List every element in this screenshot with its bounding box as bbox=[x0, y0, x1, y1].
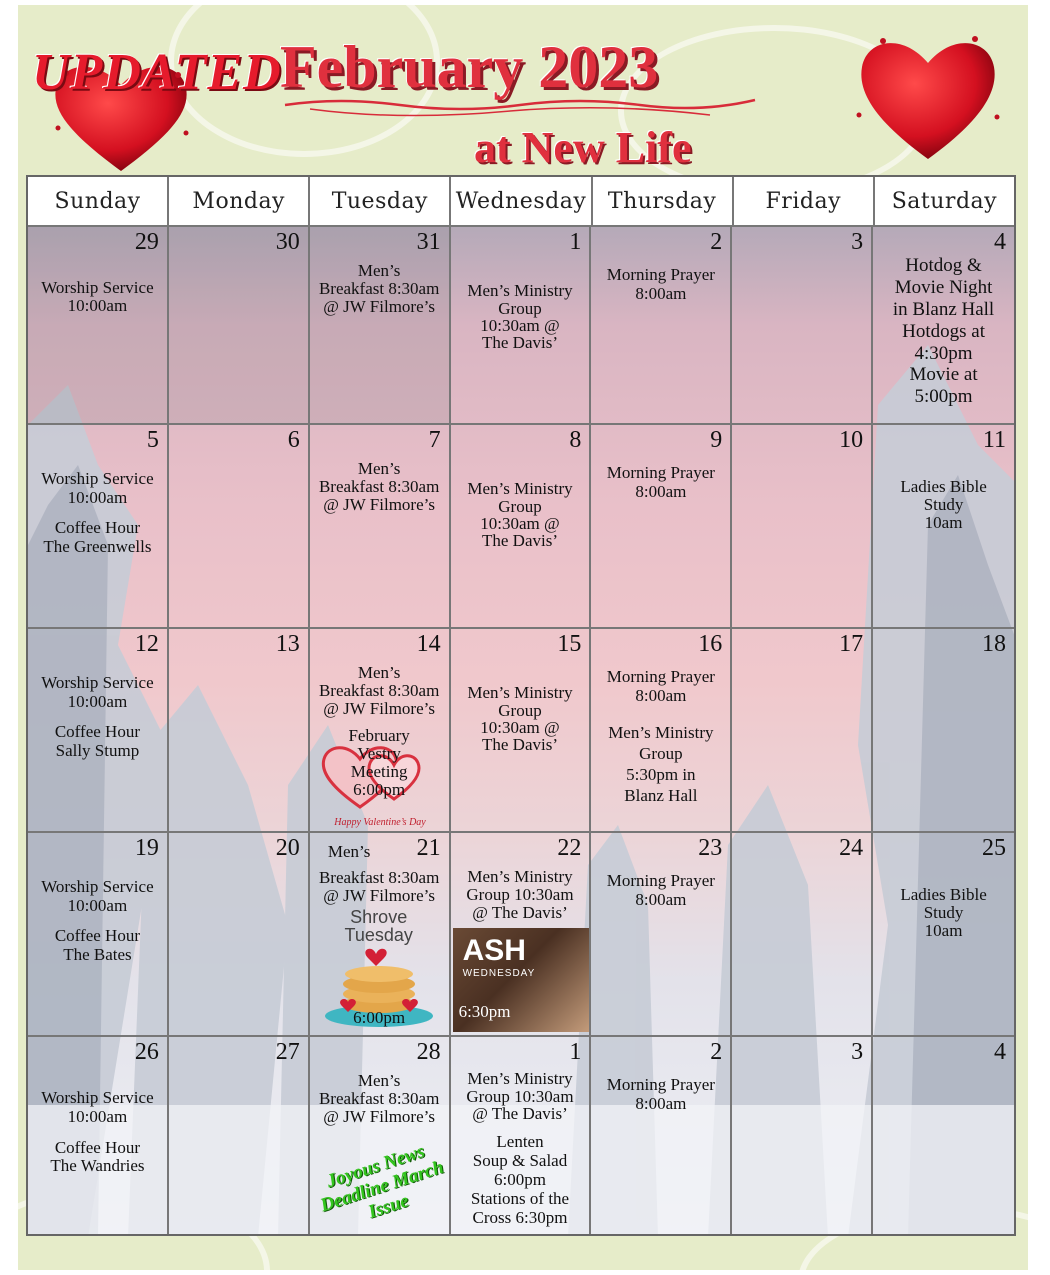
event-text: Ladies Bible bbox=[900, 885, 987, 904]
event-text: 10:30am @ bbox=[480, 718, 560, 737]
event-text: @ JW Filmore’s bbox=[323, 297, 435, 316]
shrove-tuesday-caption: Shrove Tuesday bbox=[344, 907, 413, 945]
day-number: 3 bbox=[851, 229, 864, 255]
weekday-friday: Friday bbox=[734, 177, 875, 225]
event-text: Group bbox=[639, 744, 683, 763]
day-number: 7 bbox=[428, 427, 441, 453]
day-cell bbox=[310, 1035, 451, 1236]
event-text: Study bbox=[923, 495, 964, 514]
event-text: Men’s bbox=[357, 459, 401, 478]
day-number: 20 bbox=[275, 835, 300, 861]
day-number: 30 bbox=[275, 229, 300, 255]
event-text: Worship Service bbox=[41, 278, 154, 297]
event-text: The Greenwells bbox=[43, 537, 152, 556]
event-text: Vestry bbox=[357, 744, 401, 763]
day-number: 3 bbox=[851, 1039, 864, 1065]
event-text: 5:30pm in bbox=[626, 765, 696, 784]
event-text: 8:00am bbox=[635, 890, 687, 909]
event-text: Meeting bbox=[350, 762, 408, 781]
event-text: Men’s Ministry bbox=[467, 281, 573, 300]
event-text: 10:00am bbox=[67, 896, 128, 915]
day-cell bbox=[169, 627, 310, 831]
event-text: 8:00am bbox=[635, 686, 687, 705]
calendar-page bbox=[18, 5, 1028, 1270]
day-number: 19 bbox=[134, 835, 159, 861]
event-text: Movie Night bbox=[894, 277, 993, 298]
weekday-thursday: Thursday bbox=[593, 177, 734, 225]
day-number: 1 bbox=[569, 1039, 582, 1065]
day-cell bbox=[451, 831, 592, 1035]
event-text: Breakfast 8:30am bbox=[318, 1089, 440, 1108]
event-text: Group bbox=[498, 701, 542, 720]
day-number: 29 bbox=[134, 229, 159, 255]
valentine-caption: Happy Valentine’s Day bbox=[333, 817, 426, 828]
day-number: 28 bbox=[416, 1039, 441, 1065]
day-cell bbox=[310, 225, 451, 423]
event-text: Blanz Hall bbox=[624, 786, 698, 805]
event-text: Coffee Hour bbox=[54, 518, 140, 537]
event-text: Breakfast 8:30am bbox=[318, 279, 440, 298]
event-text: Men’s Ministry bbox=[467, 683, 573, 702]
day-number: 1 bbox=[569, 229, 582, 255]
event-text: Men’s Ministry bbox=[467, 867, 573, 886]
day-number: 12 bbox=[134, 631, 159, 657]
event-text: Stations of the bbox=[470, 1189, 570, 1208]
day-number: 5 bbox=[146, 427, 159, 453]
day-cell bbox=[28, 225, 169, 423]
day-cell bbox=[28, 627, 169, 831]
event-text: Movie at bbox=[909, 364, 978, 385]
event-text: Morning Prayer bbox=[606, 667, 715, 686]
day-number: 2 bbox=[710, 229, 723, 255]
event-text: 10am bbox=[924, 513, 963, 532]
event-text: 10:30am @ bbox=[480, 316, 560, 335]
day-number: 2 bbox=[710, 1039, 723, 1065]
day-number: 31 bbox=[416, 229, 441, 255]
event-text: Study bbox=[923, 903, 964, 922]
event-text: 8:00am bbox=[635, 482, 687, 501]
event-text: Breakfast 8:30am bbox=[318, 477, 440, 496]
day-cell bbox=[451, 423, 592, 627]
day-number: 6 bbox=[287, 427, 300, 453]
day-cell bbox=[169, 225, 310, 423]
day-cell bbox=[310, 831, 451, 1035]
ash-wednesday-title: ASH bbox=[462, 934, 526, 967]
day-cell bbox=[591, 225, 732, 423]
event-text: Hotdog & bbox=[905, 255, 982, 276]
event-text: 10:00am bbox=[67, 296, 128, 315]
day-cell bbox=[28, 1035, 169, 1236]
day-cell bbox=[28, 831, 169, 1035]
event-text: 8:00am bbox=[635, 1094, 687, 1113]
event-text: Men’s bbox=[357, 1071, 401, 1090]
event-text: Men’s bbox=[357, 261, 401, 280]
event-text: Men’s Ministry bbox=[467, 479, 573, 498]
day-number: 16 bbox=[698, 631, 723, 657]
event-text: 10:30am @ bbox=[480, 514, 560, 533]
event-text: Coffee Hour bbox=[54, 722, 140, 741]
day-cell bbox=[873, 423, 1014, 627]
event-text: @ JW Filmore’s bbox=[323, 886, 435, 905]
event-text: 6:00pm bbox=[353, 780, 406, 799]
day-number: 4 bbox=[994, 1039, 1006, 1065]
day-number: 25 bbox=[982, 835, 1006, 861]
event-text: Ladies Bible bbox=[900, 477, 987, 496]
event-text: Group bbox=[498, 299, 542, 318]
event-text: @ JW Filmore’s bbox=[323, 1107, 435, 1126]
event-text: Sally Stump bbox=[55, 741, 140, 760]
ash-wednesday-graphic bbox=[453, 928, 589, 1032]
heart-decoration-right bbox=[853, 27, 1003, 167]
day-cell bbox=[169, 423, 310, 627]
event-text: Soup & Salad bbox=[472, 1151, 568, 1170]
event-text: Group 10:30am bbox=[466, 1087, 574, 1106]
day-number: 18 bbox=[982, 631, 1006, 657]
event-text: The Davis’ bbox=[481, 735, 558, 754]
event-text: 10:00am bbox=[67, 1107, 128, 1126]
event-text: 6:00pm bbox=[494, 1170, 546, 1189]
event-text: Coffee Hour bbox=[54, 1138, 140, 1157]
weekday-sunday: Sunday bbox=[28, 177, 169, 225]
day-cell bbox=[451, 1035, 592, 1236]
event-text: Group bbox=[498, 497, 542, 516]
updated-label: UPDATED bbox=[32, 44, 282, 101]
event-text: The Davis’ bbox=[481, 531, 558, 550]
event-text: @ JW Filmore’s bbox=[323, 495, 435, 514]
day-cell bbox=[28, 423, 169, 627]
day-cell bbox=[591, 627, 732, 831]
event-text: Breakfast 8:30am bbox=[318, 681, 440, 700]
day-number: 14 bbox=[416, 631, 441, 657]
day-number: 27 bbox=[275, 1039, 300, 1065]
day-number: 26 bbox=[134, 1039, 159, 1065]
day-number: 21 bbox=[416, 835, 441, 861]
event-text: Worship Service bbox=[41, 673, 154, 692]
event-text: Hotdogs at bbox=[902, 321, 985, 342]
calendar-days bbox=[28, 225, 1014, 1234]
event-text: Worship Service bbox=[41, 1088, 154, 1107]
event-text: @ The Davis’ bbox=[472, 1104, 568, 1123]
day-cell bbox=[591, 1035, 732, 1236]
calendar-title: February 2023 bbox=[280, 34, 659, 100]
day-cell bbox=[591, 831, 732, 1035]
day-cell bbox=[732, 627, 873, 831]
event-text: 8:00am bbox=[635, 284, 687, 303]
day-number: 23 bbox=[698, 835, 723, 861]
day-cell bbox=[732, 831, 873, 1035]
day-number: 10 bbox=[839, 427, 864, 453]
weekday-saturday: Saturday bbox=[891, 188, 998, 214]
day-cell bbox=[873, 1035, 1014, 1236]
event-text: 10:00am bbox=[67, 488, 128, 507]
event-text: Breakfast 8:30am bbox=[318, 868, 440, 887]
event-text: 10am bbox=[924, 921, 963, 940]
event-text: Worship Service bbox=[41, 469, 154, 488]
day-number: 24 bbox=[839, 835, 864, 861]
weekday-monday: Monday bbox=[169, 177, 310, 225]
day-number: 13 bbox=[275, 631, 300, 657]
weekday-wednesday: Wednesday bbox=[451, 177, 592, 225]
day-number: 8 bbox=[569, 427, 582, 453]
day-cell bbox=[310, 627, 451, 831]
day-cell bbox=[310, 423, 451, 627]
day-cell bbox=[873, 831, 1014, 1035]
event-text: @ JW Filmore’s bbox=[323, 699, 435, 718]
event-text: Coffee Hour bbox=[54, 926, 140, 945]
day-number: 17 bbox=[839, 631, 864, 657]
event-text: Men’s bbox=[327, 842, 371, 861]
day-number: 11 bbox=[982, 427, 1006, 453]
event-text: Lenten bbox=[496, 1132, 544, 1151]
event-text: February bbox=[348, 726, 410, 745]
day-cell bbox=[451, 225, 592, 423]
event-text: Morning Prayer bbox=[606, 1075, 715, 1094]
day-cell bbox=[873, 225, 1014, 423]
event-text: The Wandries bbox=[50, 1156, 145, 1175]
day-number: 22 bbox=[557, 835, 582, 861]
ash-wednesday-subtitle: WEDNESDAY bbox=[462, 968, 536, 979]
day-number: 4 bbox=[994, 229, 1006, 255]
weekday-tuesday: Tuesday bbox=[310, 177, 451, 225]
event-text: Morning Prayer bbox=[606, 463, 715, 482]
event-text: in Blanz Hall bbox=[892, 299, 995, 320]
event-text: Men’s Ministry bbox=[467, 1069, 573, 1088]
event-text: Group 10:30am bbox=[466, 885, 574, 904]
event-text: 5:00pm bbox=[914, 386, 973, 407]
event-text: 6:00pm bbox=[353, 1008, 406, 1027]
day-cell bbox=[873, 627, 1014, 831]
day-cell bbox=[591, 423, 732, 627]
day-cell bbox=[451, 627, 592, 831]
event-text: 6:30pm bbox=[458, 1002, 511, 1021]
event-text: The Davis’ bbox=[481, 333, 558, 352]
calendar-subtitle: at New Life bbox=[474, 123, 692, 172]
day-number: 9 bbox=[710, 427, 723, 453]
calendar-grid bbox=[26, 175, 1016, 1236]
event-text: @ The Davis’ bbox=[472, 903, 568, 922]
day-cell bbox=[732, 1035, 873, 1236]
day-cell bbox=[732, 423, 873, 627]
event-text: Worship Service bbox=[41, 877, 154, 896]
event-text: Cross 6:30pm bbox=[472, 1208, 568, 1227]
day-cell bbox=[732, 225, 873, 423]
joyous-news-deadline-note: Joyous News Deadline March Issue bbox=[317, 1140, 446, 1223]
event-text: Men’s Ministry bbox=[608, 723, 714, 742]
event-text: 10:00am bbox=[67, 692, 128, 711]
event-text: Morning Prayer bbox=[606, 265, 715, 284]
day-cell bbox=[169, 1035, 310, 1236]
day-number: 15 bbox=[557, 631, 582, 657]
event-text: 4:30pm bbox=[914, 343, 973, 364]
event-text: Morning Prayer bbox=[606, 871, 715, 890]
day-cell bbox=[169, 831, 310, 1035]
event-text: The Bates bbox=[63, 945, 132, 964]
event-text: Men’s bbox=[357, 663, 401, 682]
weekday-header bbox=[28, 177, 1014, 225]
